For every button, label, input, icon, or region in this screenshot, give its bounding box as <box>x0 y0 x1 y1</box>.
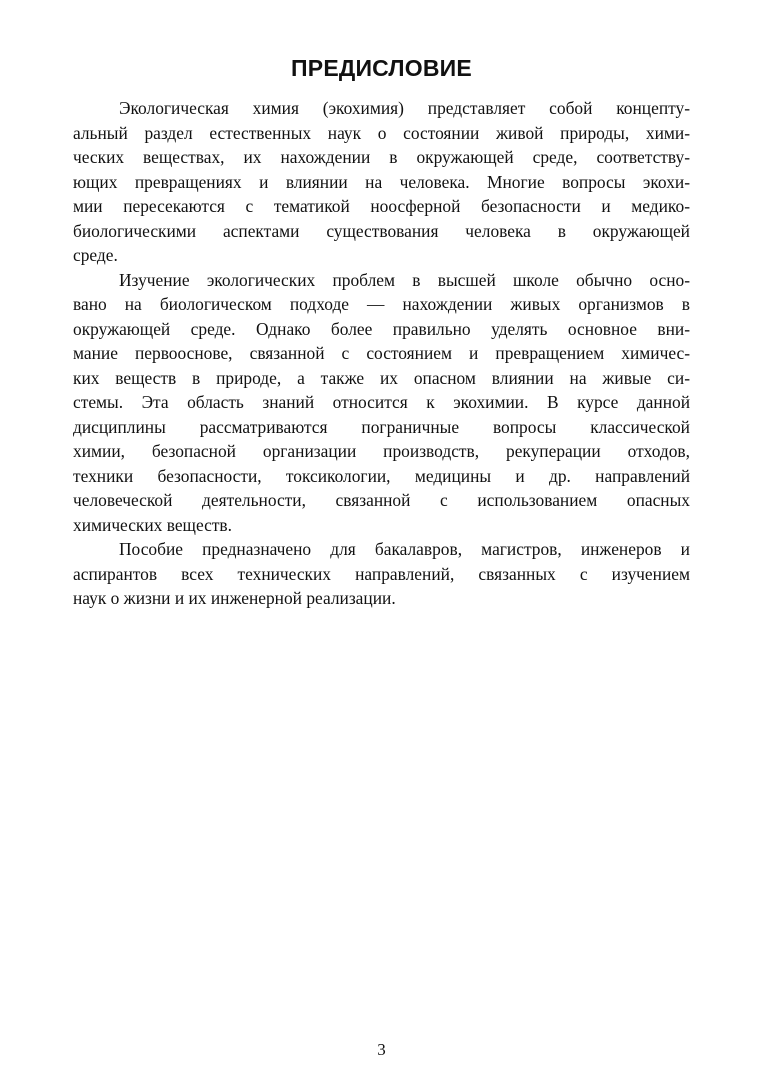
text-line: вано на биологическом подходе — нахождении живых организмов в <box>73 294 690 314</box>
text-line: наук о жизни и их инженерной реализации. <box>73 588 396 608</box>
text-line: ких веществ в природе, а также их опасном влиянии на живые си- <box>73 367 690 388</box>
paragraph-1 <box>73 96 690 268</box>
text-line: дисциплины рассматриваются пограничные вопросы классической <box>73 416 690 437</box>
text-line: человеческой деятельности, связанной с использованием опасных <box>73 490 690 510</box>
text-line: стемы. Эта область знаний относится к экохимии. В курсе данной <box>73 392 690 412</box>
text-line: техники безопасности, токсикологии, медицины и др. направлений <box>73 465 690 486</box>
text-line: Экологическая химия (экохимия) представляет собой концепту- <box>119 98 690 118</box>
text-line: мии пересекаются с тематикой ноосферной безопасности и медико- <box>73 196 690 216</box>
paragraph-2 <box>73 268 690 538</box>
text-line: биологическими аспектами существования человека в окружающей <box>73 220 690 241</box>
preface-body <box>73 96 690 611</box>
text-line: Изучение экологических проблем в высшей школе обычно осно- <box>119 269 690 290</box>
text-line: альный раздел естественных наук о состоянии живой природы, хими- <box>73 122 690 143</box>
text-line: мание первооснове, связанной с состоянием и превращением химичес- <box>73 343 690 363</box>
paragraph-3 <box>73 537 690 611</box>
text-line: Пособие предназначено для бакалавров, магистров, инженеров и <box>119 539 690 559</box>
text-line: ющих превращениях и влиянии на человека. Многие вопросы экохи- <box>73 171 690 192</box>
text-line: ческих веществах, их нахождении в окружающей среде, соответству- <box>73 147 690 167</box>
text-line: химии, безопасной организации производств, рекуперации отходов, <box>73 441 690 461</box>
text-line: среде. <box>73 245 118 265</box>
text-line: окружающей среде. Однако более правильно уделять основное вни- <box>73 318 690 339</box>
text-line: химических веществ. <box>73 514 232 535</box>
text-line: аспирантов всех технических направлений, связанных с изучением <box>73 563 690 584</box>
page-title: ПРЕДИСЛОВИЕ <box>291 55 472 81</box>
page-number: 3 <box>377 1040 386 1059</box>
